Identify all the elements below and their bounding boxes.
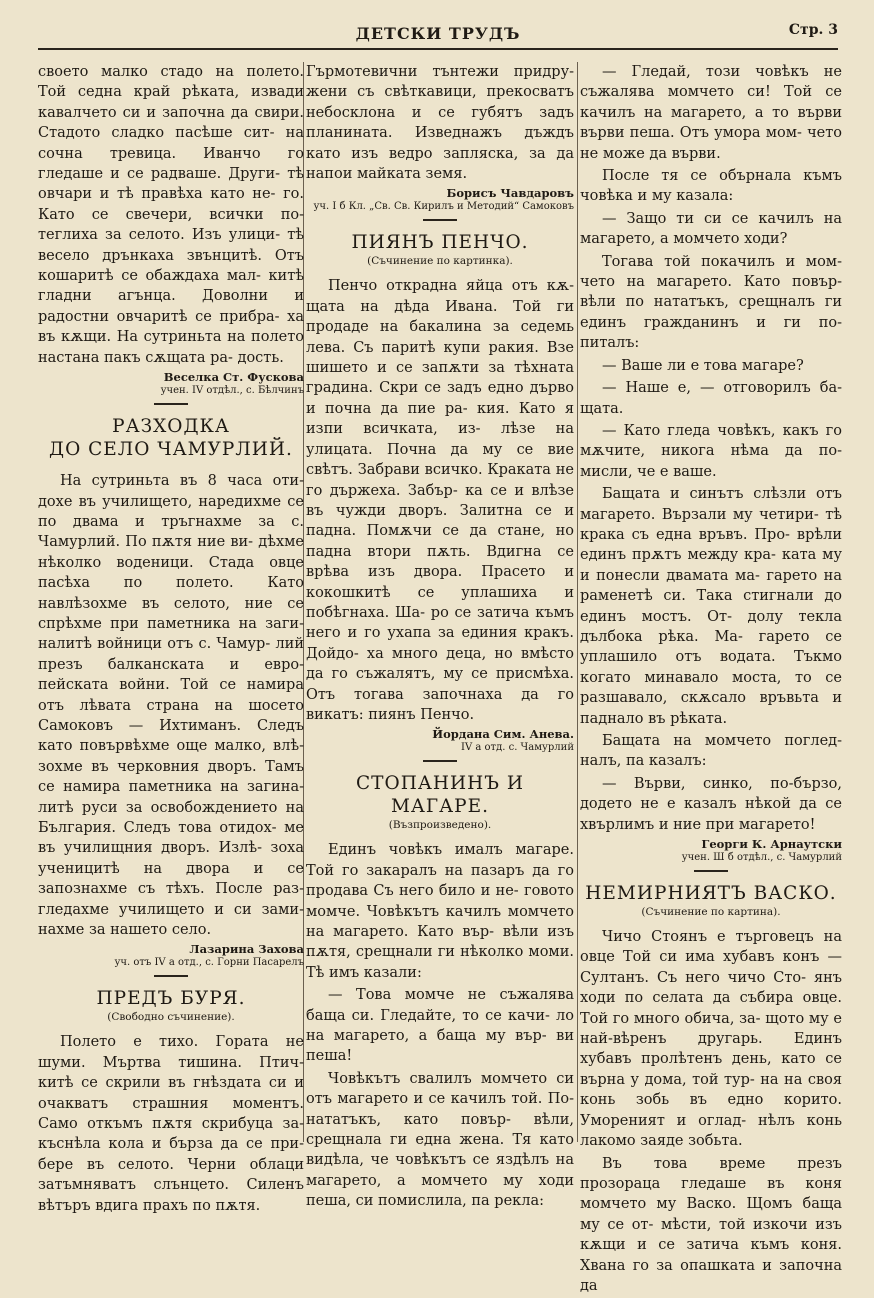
author-class: уч. отъ IV а отд., с. Горни Пасарелъ	[114, 957, 304, 969]
author-class: учен. IV отдѣл., с. Бѣлчинъ	[160, 385, 304, 397]
author-class: IV а отд. с. Чамурлий	[461, 742, 574, 754]
paragraph: Гърмотевични тънтежи придру- жени съ свѣткавици, прекосватъ небосклона и се губятъ задъ планината. Изведнажъ дъждъ като изъ ведро запляска, за да напои майката земя.	[306, 64, 574, 183]
paragraph: — Наше е, — отговорилъ ба- щата.	[580, 380, 842, 417]
newspaper-title: ДЕТСКИ ТРУДЪ	[355, 24, 521, 43]
author-name: Йордана Сим. Анева.	[432, 727, 574, 742]
article-title: СТОПАНИНЪ И МАГАРЕ.	[356, 773, 524, 818]
column-1	[38, 62, 304, 1218]
paragraph: Чичо Стоянъ е търговецъ на овце Той си има хубавъ конъ —Султанъ. Съ него чичо Сто- янъ ходи по селата да събира овце. Той го много обича, за- щото му е най-вѣренъ другарь. Единъ хубавъ пролѣтенъ день, като се върна у дома, той тур- на на своя конь зобь въ едно корито. Умореният и оглад- нѣлъ конь лакомо заяде зобьта.	[580, 929, 842, 1150]
article-title: ПРЕДЪ БУРЯ.	[96, 988, 246, 1010]
paragraph: Човѣкътъ свалилъ момчето си отъ магарето и се качилъ той. По-нататъкъ, като повър- вѣли, срещнала ги една жена. Тя като видѣла, че човѣкътъ се яздѣлъ на магарето, а момчето му ходи пеша, си помислила, па рекла:	[306, 1070, 574, 1210]
article-subtitle: (Съчинение по картина).	[641, 906, 781, 919]
article-subtitle: (Свободно съчинение).	[107, 1011, 235, 1024]
paragraph: своето малко стадо на полето. Той седна край рѣката, извади кавалчето си и започна да свири. Стадото сладко пасѣше сит- на сочна тревица. Иванчо го гледаше и се радваше. Други- тѣ овчари и тѣ правѣха като не- го. Като се свечери, всички по- теглиха за селото. Изъ улици- тѣ весело дрънкаха звънцитѣ. Отъ кошаритѣ се обаждаха мал- китѣ гладни агънца. Доволни и радостни овчаритѣ се прибра- ха въ кѫщи. На сутриньта на полето настана пакъ сѫщата ра- дость.	[38, 64, 304, 366]
paragraph: Полето е тихо. Гората не шуми. Мъртва тишина. Птич- китѣ се скрили въ гнѣздата си и очакватъ страшния моментъ. Само откъмъ пѫтя скрибуца за- къснѣла кола и бърза да се при- бере въ селото. Черни облаци затъмняватъ слънцето. Силенъ вѣтъръ вдига прахъ по пѫтя.	[38, 1034, 304, 1214]
paragraph: Пенчо открадна яйца отъ кѫ- щата на дѣда Ивана. Той ги продаде на бакалина за седемь лева. Съ паритѣ купи ракия. Взе шишето и се запѫти за тѣхната градина. Скри се задъ едно дърво и почна да пие ра- кия. Като я изпи всичката, из- лѣзе на улицата. Почна да му се вие свѣтъ. Забрави всичко. Краката не го държеха. Забър- ка се и влѣзе въ чужди дворъ. Залитна се и падна. Помѫчи се да стане, но падна втори пѫть. Вдигна се врѣва изъ двора. Прасето и кокошкитѣ се уплашиха и побѣгнаха. Ша- ро се затича къмъ него и го ухапа за единия кракъ. Дойдо- ха много деца, но вмѣсто да го съжалятъ, му се присмѣха. Отъ тогава започнаха да го викатъ: пиянъ Пенчо.	[306, 278, 574, 723]
paragraph: — Върви, синко, по-бързо, додето не е казалъ нѣкой да се хвърлимъ и ние при магарето!	[580, 775, 842, 833]
page-number: Стр. 3	[788, 22, 838, 38]
paragraph: — Като гледа човѣкъ, какъ го мѫчите, никога нѣма да по- мисли, че е ваше.	[580, 422, 842, 480]
paragraph: Въ това време презъ прозораца гледаше въ коня момчето му Васко. Щомъ баща му се от- мѣсти, той изкочи изъ кѫщи и се затича къмъ коня. Хвана го за опашката и започна да	[580, 1155, 842, 1294]
paragraph: Единъ човѣкъ ималъ магаре. Той го закаралъ на пазаръ да го продава Съ него било и не- говото момче. Човѣкътъ качилъ момчето на магарето. Като вър- вѣли изъ пѫтя, срещнали ги нѣколко моми. Тѣ имъ казали:	[306, 842, 574, 981]
article-title: РАЗХОДКА	[112, 416, 230, 438]
page-header	[38, 18, 838, 50]
paragraph: — Ваше ли е това магаре?	[602, 357, 804, 374]
paragraph: На сутриньта въ 8 часа оти- дохе въ училището, наредихме се по двама и тръгнахме за с. Чамурлий. По пѫтя ние ви- дѣхме нѣколко воденици. Стада овце пасѣха по полето. Като навлѣзохме въ селото, ние се спрѣхме при паметника на заги- налитѣ войници отъ с. Чамур- лий презъ балканската и евро- пейската войни. Той се намира отъ лѣвата страна на шосето Самоковъ — Ихтиманъ. Следъ като повървѣхме още малко, влѣ- зохме въ черковния дворъ. Тамъ се намира паметника на загина- литѣ руси за освобождението на България. Следъ това отидох- ме въ училищния дворъ. Излѣ- зоха ученицитѣ на двора и се запознахме съ тѣхъ. После раз- гледахме училището и си зами- нахме за нашето село.	[38, 473, 304, 939]
article-subtitle: (Възпроизведено).	[388, 819, 492, 832]
paragraph: Бащата на момчето поглед- налъ, па казалъ:	[580, 733, 842, 770]
paragraph: — Това момче не съжалява баща си. Гледайте, то се качи- ло на магарето, а баща му вър- ви пеша!	[306, 987, 574, 1065]
author-name: Лазарина Захова	[189, 942, 304, 957]
column-3	[580, 62, 842, 1298]
separator	[694, 870, 728, 872]
paragraph: После тя се обърнала къмъ човѣка и му казала:	[580, 168, 842, 205]
author-class: учен. Ш б отдѣл., с. Чамурлий	[681, 852, 842, 864]
separator	[154, 403, 188, 405]
author-name: Георги К. Арнаутски	[701, 837, 842, 852]
paragraph: — Защо ти си се качилъ на магарето, а момчето ходи?	[580, 210, 842, 248]
article-title-line2: ДО СЕЛО ЧАМУРЛИЙ.	[49, 439, 293, 461]
paragraph: Тогава той покачилъ и мом- чето на магарето. Като повър- вѣли по нататъкъ, срещналъ ги единъ гражданинъ и ги по- питалъ:	[580, 253, 842, 352]
column-2	[306, 62, 574, 1214]
column-divider	[577, 62, 578, 1142]
separator	[423, 760, 457, 762]
author-name: Борисъ Чавдаровъ	[446, 186, 574, 201]
article-subtitle: (Съчинение по картинка).	[367, 255, 513, 268]
paragraph: Бащата и синътъ слѣзли отъ магарето. Вързали му четири- тѣ крака съ една връвъ. Про- врѣли единъ прѫтъ между кра- ката му и понесли двамата ма- гарето на раменетѣ си. Така стигнали до единъ мостъ. От- долу текла дълбока рѣка. Ма- гарето се уплашило отъ водата. Тъкмо когато минавало моста, то се разшавало, скѫсало връвьта и паднало въ рѣката.	[580, 486, 842, 727]
author-name: Веселка Ст. Фускова	[163, 370, 304, 385]
separator	[154, 975, 188, 977]
article-title: ПИЯНЪ ПЕНЧО.	[351, 232, 529, 254]
article-title: НЕМИРНИЯТЪ ВАСКО.	[585, 883, 837, 905]
author-class: уч. I б Кл. „Св. Св. Кирилъ и Методий“ Самоковъ	[313, 201, 574, 213]
paragraph: — Гледай, този човѣкъ не съжалява момчето си! Той се качилъ на магарето, а то върви върви пеша. Отъ умора мом- чето не може да върви.	[580, 64, 842, 162]
separator	[423, 219, 457, 221]
